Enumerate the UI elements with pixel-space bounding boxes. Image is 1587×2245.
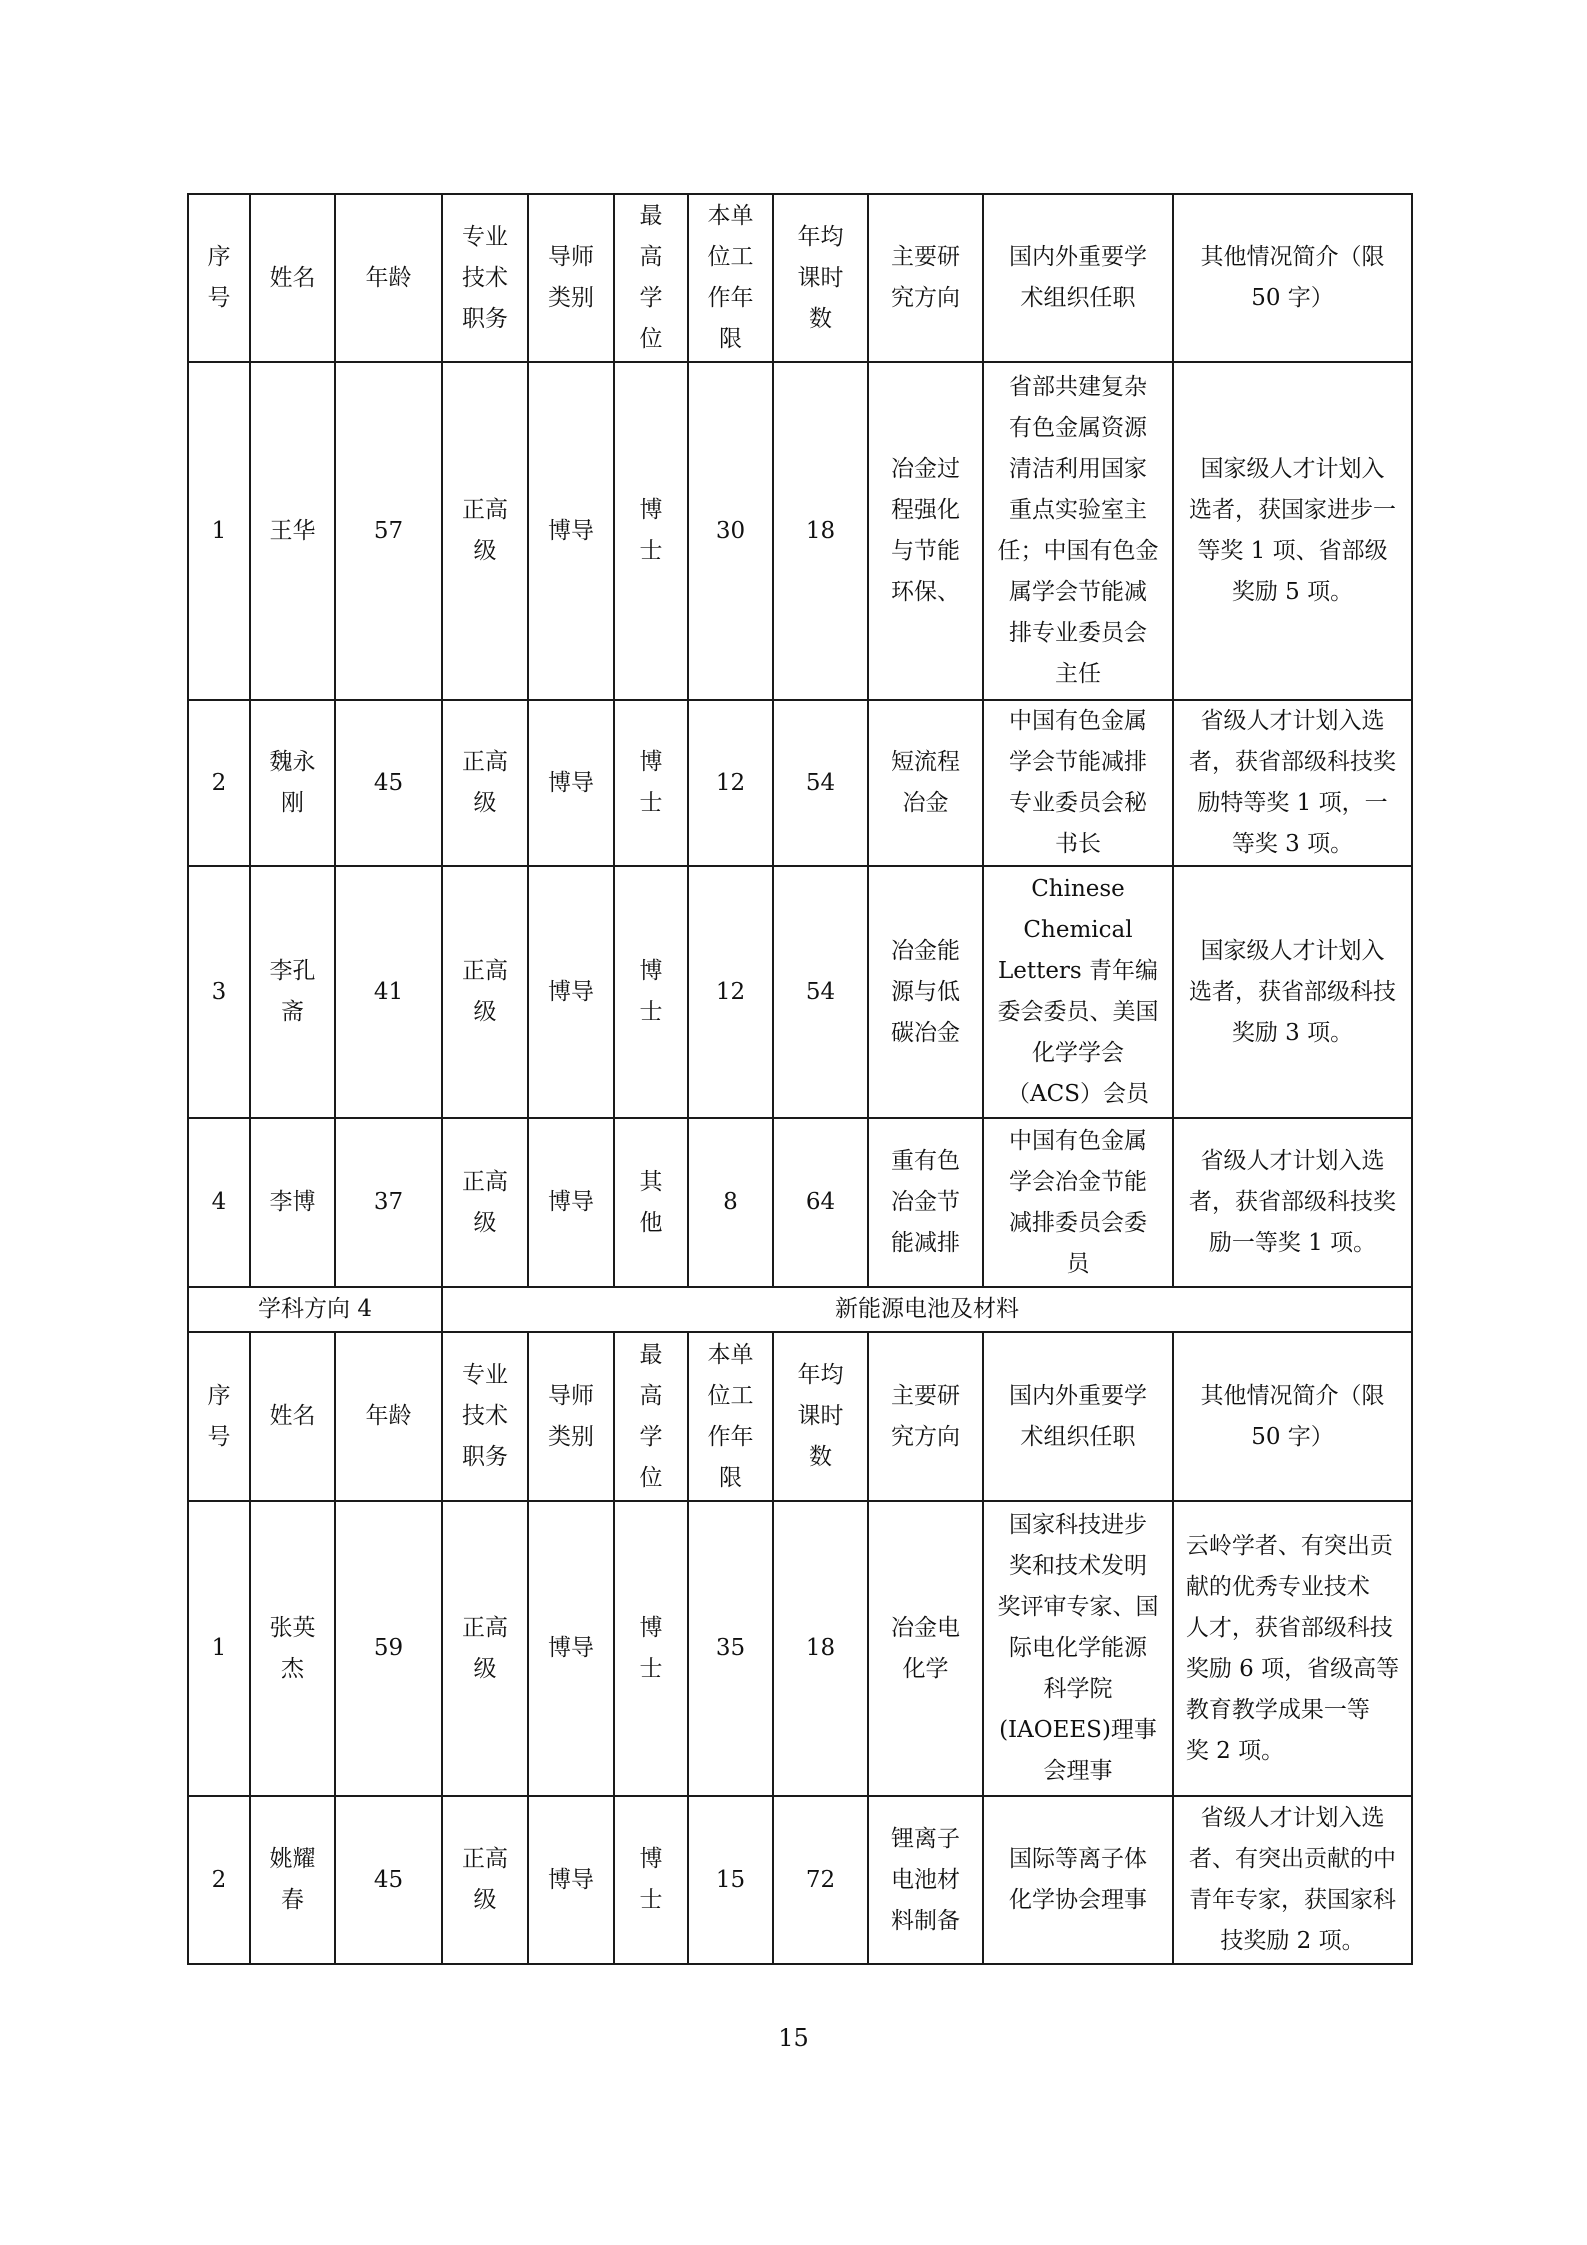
name-text: 王华 xyxy=(269,517,316,544)
cell-title xyxy=(442,1501,528,1796)
cell-title xyxy=(442,1796,528,1964)
age-text: 59 xyxy=(373,1635,404,1661)
seq-text: 3 xyxy=(211,978,227,1005)
cell-research xyxy=(868,1118,983,1287)
header-title: 专业 技术 职务 xyxy=(462,1362,508,1470)
cell-age xyxy=(335,362,442,700)
header-age: 年龄 xyxy=(365,1403,412,1429)
cell-degree xyxy=(614,1501,688,1796)
cell-degree xyxy=(614,1796,688,1964)
cell-org xyxy=(983,1118,1173,1287)
name-text: 魏永 刚 xyxy=(269,749,316,816)
header-seq-cell xyxy=(188,1332,250,1501)
degree-text: 博 士 xyxy=(639,1846,663,1913)
cell-age xyxy=(335,1796,442,1964)
hours-text: 54 xyxy=(805,978,836,1005)
tutor-text: 博导 xyxy=(548,978,594,1005)
hours-text: 64 xyxy=(805,1189,836,1215)
cell-tutor xyxy=(528,866,614,1118)
header-degree: 最 高 学 位 xyxy=(639,1341,663,1491)
header-years: 本单 位工 作年 限 xyxy=(707,203,754,352)
years-text: 8 xyxy=(723,1189,738,1215)
degree-text: 博 士 xyxy=(639,749,663,816)
title-text: 正高 级 xyxy=(462,1846,508,1913)
header-age-cell xyxy=(335,1332,442,1501)
cell-other xyxy=(1173,1501,1412,1796)
header-tutor-cell xyxy=(528,1332,614,1501)
header-hours-cell xyxy=(773,1332,868,1501)
header-research: 主要研 究方向 xyxy=(891,1382,960,1450)
org-text: 国际等离子体 化学协会理事 xyxy=(1009,1846,1147,1913)
header-hours: 年均 课时 数 xyxy=(797,1362,844,1470)
cell-tutor xyxy=(528,362,614,700)
degree-text: 博 士 xyxy=(639,958,663,1025)
hours-text: 54 xyxy=(805,769,836,796)
cell-name xyxy=(250,1796,335,1964)
age-text: 45 xyxy=(373,769,404,796)
cell-research xyxy=(868,1501,983,1796)
header-research: 主要研 究方向 xyxy=(891,244,960,311)
direction-value-cell xyxy=(442,1287,1412,1332)
cell-title xyxy=(442,866,528,1118)
years-text: 35 xyxy=(715,1635,746,1661)
cell-age xyxy=(335,1118,442,1287)
header-hours: 年均 课时 数 xyxy=(797,223,844,332)
cell-age xyxy=(335,700,442,866)
org-text: 省部共建复杂 有色金属资源 清洁利用国家 重点实验室主 任；中国有色金 属学会节能减 排专业委员会 主任 xyxy=(997,374,1159,687)
cell-research xyxy=(868,700,983,866)
title-text: 正高 级 xyxy=(462,749,508,816)
seq-text: 4 xyxy=(211,1189,227,1215)
title-text: 正高 级 xyxy=(462,1168,508,1236)
header-row xyxy=(188,1332,1412,1501)
header-age-cell xyxy=(335,194,442,362)
cell-org xyxy=(983,700,1173,866)
org-text: 中国有色金属 学会节能减排 专业委员会秘 书长 xyxy=(1009,708,1147,857)
cell-other xyxy=(1173,866,1412,1118)
cell-years xyxy=(688,1796,773,1964)
header-org-cell xyxy=(983,1332,1173,1501)
cell-seq xyxy=(188,1796,250,1964)
degree-text: 其 他 xyxy=(639,1168,663,1236)
cell-hours xyxy=(773,1118,868,1287)
org-text: 中国有色金属 学会冶金节能 减排委员会委 员 xyxy=(1009,1127,1147,1277)
cell-years xyxy=(688,1501,773,1796)
age-text: 41 xyxy=(373,978,404,1005)
research-text: 短流程 冶金 xyxy=(891,749,960,816)
table-row xyxy=(188,362,1412,700)
cell-other xyxy=(1173,362,1412,700)
years-text: 30 xyxy=(715,517,746,544)
table-row xyxy=(188,1796,1412,1964)
cell-research xyxy=(868,1796,983,1964)
header-tutor: 导师 类别 xyxy=(548,244,594,311)
seq-text: 2 xyxy=(211,1866,227,1893)
header-hours-cell xyxy=(773,194,868,362)
cell-hours xyxy=(773,1796,868,1964)
age-text: 57 xyxy=(373,517,404,544)
header-years-cell xyxy=(688,1332,773,1501)
title-text: 正高 级 xyxy=(462,1614,508,1682)
org-text: Chinese Chemical Letters 青年编 委会委员、美国 化学学会 （ACS）会员 xyxy=(997,876,1159,1107)
org-text: 国家科技进步 奖和技术发明 奖评审专家、国 际电化学能源 科学院 (IAOEES)理事 会理事 xyxy=(997,1512,1159,1784)
cell-hours xyxy=(773,362,868,700)
cell-tutor xyxy=(528,700,614,866)
years-text: 12 xyxy=(715,769,746,796)
header-degree-cell xyxy=(614,194,688,362)
seq-text: 2 xyxy=(211,769,227,796)
header-org-cell xyxy=(983,194,1173,362)
header-name-cell xyxy=(250,1332,335,1501)
cell-years xyxy=(688,700,773,866)
cell-tutor xyxy=(528,1501,614,1796)
tutor-text: 博导 xyxy=(548,1866,594,1893)
direction-label: 学科方向 4 xyxy=(258,1296,372,1322)
cell-seq xyxy=(188,866,250,1118)
cell-name xyxy=(250,700,335,866)
header-seq-cell xyxy=(188,194,250,362)
cell-years xyxy=(688,866,773,1118)
cell-age xyxy=(335,866,442,1118)
seq-text: 1 xyxy=(211,1635,227,1661)
research-text: 冶金能 源与低 碳冶金 xyxy=(891,937,960,1046)
cell-other xyxy=(1173,1796,1412,1964)
table-row xyxy=(188,700,1412,866)
header-other: 其他情况简介（限 50 字） xyxy=(1200,244,1385,311)
cell-age xyxy=(335,1501,442,1796)
header-name: 姓名 xyxy=(269,264,316,291)
research-text: 重有色 冶金节 能减排 xyxy=(891,1148,960,1256)
cell-years xyxy=(688,1118,773,1287)
other-text: 国家级人才计划入 选者，获省部级科技 奖励 3 项。 xyxy=(1189,937,1396,1046)
cell-org xyxy=(983,866,1173,1118)
hours-text: 72 xyxy=(805,1866,836,1893)
cell-seq xyxy=(188,1501,250,1796)
cell-title xyxy=(442,1118,528,1287)
cell-title xyxy=(442,362,528,700)
direction-value: 新能源电池及材料 xyxy=(835,1296,1019,1322)
cell-research xyxy=(868,362,983,700)
cell-name xyxy=(250,866,335,1118)
cell-tutor xyxy=(528,1118,614,1287)
other-text: 省级人才计划入选 者，获省部级科技奖 励特等奖 1 项，一 等奖 3 项。 xyxy=(1189,708,1396,857)
tutor-text: 博导 xyxy=(548,1635,594,1661)
table-row xyxy=(188,1501,1412,1796)
cell-hours xyxy=(773,1501,868,1796)
degree-text: 博 士 xyxy=(639,497,663,564)
header-title-cell xyxy=(442,1332,528,1501)
header-research-cell xyxy=(868,1332,983,1501)
title-text: 正高 级 xyxy=(462,958,508,1025)
cell-tutor xyxy=(528,1796,614,1964)
research-text: 冶金电 化学 xyxy=(891,1614,960,1682)
table-row xyxy=(188,866,1412,1118)
cell-degree xyxy=(614,700,688,866)
header-other: 其他情况简介（限 50 字） xyxy=(1200,1382,1385,1450)
direction-row xyxy=(188,1287,1412,1332)
cell-degree xyxy=(614,866,688,1118)
research-text: 冶金过 程强化 与节能 环保、 xyxy=(891,456,960,605)
other-text: 云岭学者、有突出贡 献的优秀专业技术 人才，获省部级科技 奖励 6 项，省级高等 教育教学成果一等 奖 2 项。 xyxy=(1185,1532,1400,1764)
seq-text: 1 xyxy=(211,517,227,544)
page-number: 15 xyxy=(778,2024,809,2052)
cell-seq xyxy=(188,700,250,866)
cell-name xyxy=(250,362,335,700)
header-age: 年龄 xyxy=(365,264,412,291)
cell-org xyxy=(983,1501,1173,1796)
cell-hours xyxy=(773,700,868,866)
hours-text: 18 xyxy=(805,517,836,544)
header-years: 本单 位工 作年 限 xyxy=(707,1341,754,1491)
header-row xyxy=(188,194,1412,362)
cell-title xyxy=(442,700,528,866)
title-text: 正高 级 xyxy=(462,497,508,564)
other-text: 国家级人才计划入 选者，获国家进步一 等奖 1 项、省部级 奖励 5 项。 xyxy=(1189,456,1396,605)
header-tutor-cell xyxy=(528,194,614,362)
cell-seq xyxy=(188,1118,250,1287)
cell-degree xyxy=(614,1118,688,1287)
cell-org xyxy=(983,1796,1173,1964)
header-org: 国内外重要学 术组织任职 xyxy=(1009,244,1147,311)
cell-research xyxy=(868,866,983,1118)
tutor-text: 博导 xyxy=(548,1189,594,1215)
header-seq: 序 号 xyxy=(207,1382,231,1450)
degree-text: 博 士 xyxy=(639,1614,663,1682)
hours-text: 18 xyxy=(805,1635,836,1661)
table-row xyxy=(188,1118,1412,1287)
name-text: 李孔 斋 xyxy=(269,958,316,1025)
cell-other xyxy=(1173,1118,1412,1287)
cell-other xyxy=(1173,700,1412,866)
years-text: 15 xyxy=(715,1866,746,1893)
header-name: 姓名 xyxy=(269,1403,316,1429)
cell-org xyxy=(983,362,1173,700)
direction-label-cell xyxy=(188,1287,442,1332)
header-org: 国内外重要学 术组织任职 xyxy=(1009,1382,1147,1450)
other-text: 省级人才计划入选 者、有突出贡献的中 青年专家，获国家科 技奖励 2 项。 xyxy=(1189,1805,1396,1954)
age-text: 37 xyxy=(373,1189,404,1215)
name-text: 李博 xyxy=(269,1189,316,1215)
header-tutor: 导师 类别 xyxy=(548,1382,594,1450)
cell-name xyxy=(250,1501,335,1796)
name-text: 姚耀 春 xyxy=(269,1846,316,1913)
tutor-text: 博导 xyxy=(548,517,594,544)
header-years-cell xyxy=(688,194,773,362)
header-title-cell xyxy=(442,194,528,362)
research-text: 锂离子 电池材 料制备 xyxy=(891,1825,960,1934)
header-degree-cell xyxy=(614,1332,688,1501)
cell-seq xyxy=(188,362,250,700)
cell-name xyxy=(250,1118,335,1287)
header-name-cell xyxy=(250,194,335,362)
header-title: 专业 技术 职务 xyxy=(462,223,508,332)
age-text: 45 xyxy=(373,1866,404,1893)
years-text: 12 xyxy=(715,978,746,1005)
cell-degree xyxy=(614,362,688,700)
other-text: 省级人才计划入选 者，获省部级科技奖 励一等奖 1 项。 xyxy=(1189,1148,1396,1256)
cell-years xyxy=(688,362,773,700)
cell-hours xyxy=(773,866,868,1118)
header-seq: 序 号 xyxy=(207,244,231,311)
header-other-cell xyxy=(1173,1332,1412,1501)
header-research-cell xyxy=(868,194,983,362)
header-other-cell xyxy=(1173,194,1412,362)
faculty-table xyxy=(187,193,1413,1965)
name-text: 张英 杰 xyxy=(269,1614,316,1682)
tutor-text: 博导 xyxy=(548,769,594,796)
header-degree: 最 高 学 位 xyxy=(639,203,663,352)
